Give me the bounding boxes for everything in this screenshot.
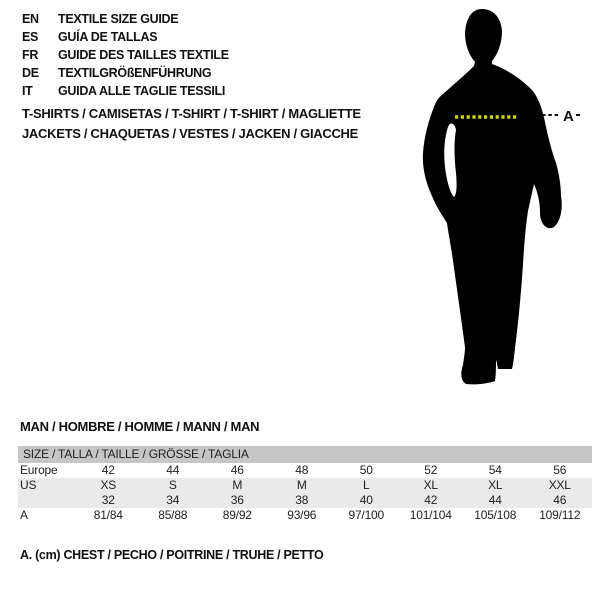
size-table-body: [18, 463, 592, 523]
size-cell: XS: [100, 478, 117, 492]
language-label: GUÍA DE TALLAS: [58, 30, 158, 44]
man-silhouette-figure: [390, 0, 585, 400]
size-cell: 109/112: [539, 508, 581, 522]
language-code: DE: [22, 66, 39, 80]
size-cell: 52: [424, 463, 438, 477]
size-cell: 85/88: [158, 508, 188, 522]
size-cell: 101/104: [409, 508, 452, 522]
category-line-jackets: JACKETS / CHAQUETAS / VESTES / JACKEN / GIACCHE: [22, 126, 358, 141]
size-cell: M: [232, 478, 243, 492]
size-cell: 36: [230, 493, 244, 507]
size-table-header: SIZE / TALLA / TAILLE / GRÖSSE / TAGLIA: [18, 446, 592, 463]
size-cell: 38: [295, 493, 309, 507]
table-row: [18, 463, 592, 478]
language-code: EN: [22, 12, 39, 26]
size-cell: 89/92: [222, 508, 252, 522]
table-row: [18, 508, 592, 523]
measurement-footnote: A. (cm) CHEST / PECHO / POITRINE / TRUHE / PETTO: [20, 548, 324, 562]
measurement-label-a: A: [563, 108, 574, 125]
size-cell: 105/108: [474, 508, 517, 522]
size-cell: 81/84: [93, 508, 123, 522]
size-cell: 46: [230, 463, 244, 477]
row-label: US: [20, 478, 37, 492]
row-label: A: [20, 508, 28, 522]
size-cell: 42: [101, 463, 115, 477]
size-cell: M: [296, 478, 307, 492]
size-cell: 50: [359, 463, 373, 477]
size-cell: XL: [488, 478, 503, 492]
language-label: TEXTILGRÖßENFÜHRUNG: [58, 66, 212, 80]
language-row: [22, 28, 229, 46]
size-cell: 93/96: [287, 508, 317, 522]
row-label: Europe: [20, 463, 58, 477]
man-silhouette: [423, 9, 562, 384]
size-cell: 46: [553, 493, 567, 507]
size-cell: 44: [488, 493, 502, 507]
row-label: [18, 493, 76, 508]
size-cell: XXL: [548, 478, 571, 492]
size-cell: S: [168, 478, 177, 492]
language-label: GUIDE DES TAILLES TEXTILE: [58, 48, 229, 62]
language-label: TEXTILE SIZE GUIDE: [58, 12, 179, 26]
size-cell: XL: [423, 478, 438, 492]
size-cell: L: [363, 478, 370, 492]
size-cell: 42: [424, 493, 438, 507]
size-cell: 44: [166, 463, 180, 477]
language-code: IT: [22, 84, 33, 98]
language-row: [22, 82, 229, 100]
category-line-tshirts: T-SHIRTS / CAMISETAS / T-SHIRT / T-SHIRT / MAGLIETTE: [22, 106, 361, 121]
size-cell: 97/100: [348, 508, 384, 522]
table-row: [18, 493, 592, 508]
size-cell: 34: [166, 493, 180, 507]
size-cell: 32: [101, 493, 115, 507]
size-table: [18, 446, 592, 523]
language-guide-list: [22, 10, 229, 100]
category-lines: [22, 104, 361, 144]
language-row: [22, 64, 229, 82]
size-cell: 56: [553, 463, 567, 477]
section-title-man: MAN / HOMBRE / HOMME / MANN / MAN: [20, 419, 260, 434]
language-row: [22, 10, 229, 28]
size-cell: 54: [488, 463, 502, 477]
language-code: ES: [22, 30, 39, 44]
language-row: [22, 46, 229, 64]
language-code: FR: [22, 48, 39, 62]
language-label: GUIDA ALLE TAGLIE TESSILI: [58, 84, 226, 98]
table-row: [18, 478, 592, 493]
size-cell: 48: [295, 463, 309, 477]
size-cell: 40: [359, 493, 373, 507]
